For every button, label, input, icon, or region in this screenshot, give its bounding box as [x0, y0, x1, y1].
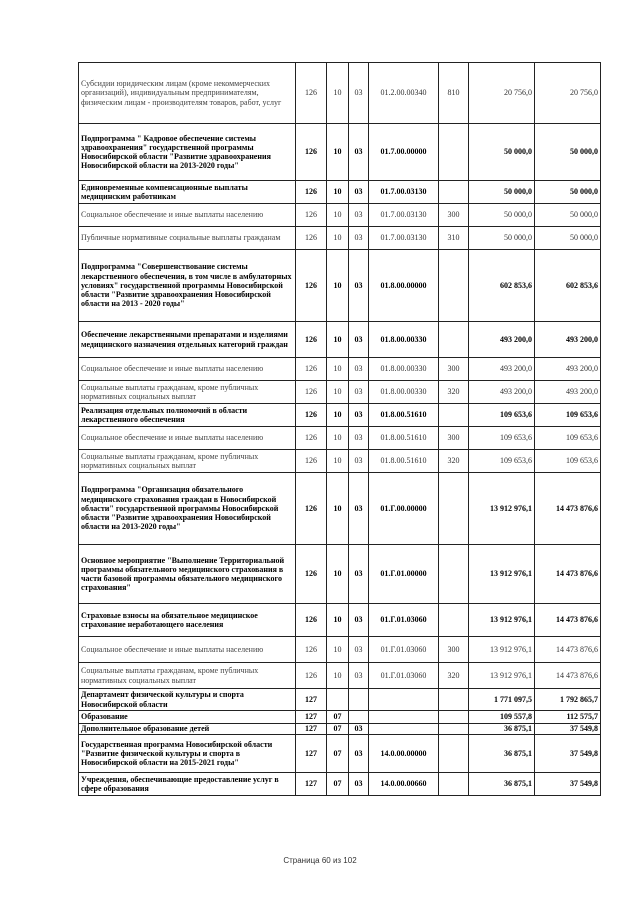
table-row [79, 604, 601, 637]
cell-rz: 10 [327, 204, 349, 227]
cell-sum-2020: 1 792 865,7 [535, 689, 601, 711]
cell-vr [439, 181, 469, 204]
cell-pr: 03 [349, 663, 369, 689]
cell-pr: 03 [349, 358, 369, 381]
cell-csr: 01.8.00.51610 [369, 427, 439, 450]
budget-table [78, 62, 601, 796]
cell-csr: 01.8.00.51610 [369, 404, 439, 427]
cell-vr [439, 322, 469, 358]
cell-pr: 03 [349, 450, 369, 473]
cell-vr: 300 [439, 427, 469, 450]
cell-rz: 10 [327, 181, 349, 204]
cell-ved: 127 [296, 689, 327, 711]
cell-pr: 03 [349, 724, 369, 735]
cell-vr: 810 [439, 63, 469, 124]
cell-sum-2019: 36 875,1 [469, 724, 535, 735]
cell-rz [327, 689, 349, 711]
table-row [79, 322, 601, 358]
cell-sum-2019: 109 557,8 [469, 711, 535, 724]
cell-pr: 03 [349, 735, 369, 773]
cell-name: Социальные выплаты гражданам, кроме публичных нормативных социальных выплат [79, 450, 296, 473]
cell-rz: 10 [327, 637, 349, 663]
cell-sum-2019: 13 912 976,1 [469, 604, 535, 637]
cell-ved: 126 [296, 545, 327, 604]
cell-csr: 01.8.00.00330 [369, 381, 439, 404]
cell-sum-2019: 109 653,6 [469, 404, 535, 427]
cell-vr [439, 250, 469, 322]
cell-name: Публичные нормативные социальные выплаты гражданам [79, 227, 296, 250]
table-row [79, 63, 601, 124]
cell-name: Реализация отдельных полномочий в области лекарственного обеспечения [79, 404, 296, 427]
cell-sum-2019: 13 912 976,1 [469, 663, 535, 689]
cell-csr: 01.8.00.51610 [369, 450, 439, 473]
cell-name: Субсидии юридическим лицам (кроме некоммерческих организаций), индивидуальным предпринимателям, физическим лицам - производителям товаров, работ, услуг [79, 63, 296, 124]
cell-pr: 03 [349, 404, 369, 427]
cell-vr: 320 [439, 450, 469, 473]
cell-sum-2019: 50 000,0 [469, 124, 535, 181]
cell-name: Основное мероприятие "Выполнение Территориальной программы обязательного медицинского страхования в части базовой программы обязательного медицинского страхования" [79, 545, 296, 604]
cell-name: Учреждения, обеспечивающие предоставление услуг в сфере образования [79, 773, 296, 796]
cell-ved: 127 [296, 773, 327, 796]
cell-rz: 10 [327, 63, 349, 124]
table-row [79, 404, 601, 427]
table-row [79, 124, 601, 181]
cell-sum-2019: 493 200,0 [469, 322, 535, 358]
table-row [79, 773, 601, 796]
cell-csr: 01.Г.01.03060 [369, 604, 439, 637]
cell-pr: 03 [349, 637, 369, 663]
cell-name: Дополнительное образование детей [79, 724, 296, 735]
cell-ved: 126 [296, 604, 327, 637]
cell-vr [439, 773, 469, 796]
cell-rz: 10 [327, 473, 349, 545]
cell-pr: 03 [349, 545, 369, 604]
cell-rz: 07 [327, 724, 349, 735]
cell-rz: 10 [327, 404, 349, 427]
cell-csr: 01.2.00.00340 [369, 63, 439, 124]
cell-sum-2020: 50 000,0 [535, 227, 601, 250]
cell-pr: 03 [349, 204, 369, 227]
cell-sum-2020: 50 000,0 [535, 181, 601, 204]
cell-ved: 126 [296, 227, 327, 250]
cell-pr: 03 [349, 227, 369, 250]
cell-name: Страховые взносы на обязательное медицинское страхование неработающего населения [79, 604, 296, 637]
cell-ved: 126 [296, 381, 327, 404]
cell-ved: 126 [296, 63, 327, 124]
cell-rz: 07 [327, 735, 349, 773]
cell-csr: 01.Г.01.03060 [369, 637, 439, 663]
cell-vr [439, 724, 469, 735]
cell-rz: 10 [327, 381, 349, 404]
table-body [79, 63, 601, 796]
cell-csr [369, 689, 439, 711]
cell-pr: 03 [349, 773, 369, 796]
cell-sum-2020: 14 473 876,6 [535, 545, 601, 604]
cell-csr: 14.0.00.00000 [369, 735, 439, 773]
cell-sum-2019: 50 000,0 [469, 227, 535, 250]
cell-vr: 320 [439, 663, 469, 689]
cell-sum-2020: 109 653,6 [535, 427, 601, 450]
cell-sum-2019: 109 653,6 [469, 427, 535, 450]
cell-rz: 10 [327, 604, 349, 637]
cell-sum-2019: 50 000,0 [469, 181, 535, 204]
cell-rz: 07 [327, 711, 349, 724]
cell-sum-2019: 493 200,0 [469, 381, 535, 404]
cell-sum-2020: 14 473 876,6 [535, 604, 601, 637]
table-row [79, 545, 601, 604]
cell-csr: 01.8.00.00000 [369, 250, 439, 322]
cell-sum-2020: 493 200,0 [535, 322, 601, 358]
cell-pr: 03 [349, 604, 369, 637]
cell-rz: 10 [327, 322, 349, 358]
cell-ved: 126 [296, 204, 327, 227]
cell-csr: 01.Г.00.00000 [369, 473, 439, 545]
cell-name: Подпрограмма "Совершенствование системы лекарственного обеспечения, в том числе в амбулаторных условиях" государственной программы Новосибирской области "Развитие здравоохранения Новосибирской области на 2013 - 2020 годы" [79, 250, 296, 322]
cell-vr [439, 545, 469, 604]
cell-name: Социальное обеспечение и иные выплаты населению [79, 427, 296, 450]
cell-sum-2019: 109 653,6 [469, 450, 535, 473]
table-row [79, 181, 601, 204]
cell-name: Социальные выплаты гражданам, кроме публичных нормативных социальных выплат [79, 381, 296, 404]
cell-pr: 03 [349, 181, 369, 204]
cell-sum-2020: 50 000,0 [535, 204, 601, 227]
cell-vr [439, 711, 469, 724]
cell-sum-2019: 36 875,1 [469, 735, 535, 773]
cell-sum-2020: 37 549,8 [535, 735, 601, 773]
cell-vr [439, 604, 469, 637]
cell-sum-2020: 109 653,6 [535, 450, 601, 473]
cell-sum-2019: 602 853,6 [469, 250, 535, 322]
table-row [79, 250, 601, 322]
cell-sum-2019: 50 000,0 [469, 204, 535, 227]
cell-pr [349, 711, 369, 724]
cell-vr: 300 [439, 637, 469, 663]
cell-ved: 126 [296, 124, 327, 181]
cell-vr [439, 735, 469, 773]
table-row [79, 711, 601, 724]
table-row [79, 724, 601, 735]
cell-pr: 03 [349, 322, 369, 358]
cell-sum-2020: 14 473 876,6 [535, 663, 601, 689]
cell-sum-2019: 13 912 976,1 [469, 545, 535, 604]
cell-sum-2020: 602 853,6 [535, 250, 601, 322]
cell-ved: 126 [296, 181, 327, 204]
cell-vr [439, 124, 469, 181]
cell-csr: 01.7.00.03130 [369, 181, 439, 204]
cell-csr: 01.Г.01.03060 [369, 663, 439, 689]
cell-csr: 01.8.00.00330 [369, 358, 439, 381]
cell-ved: 126 [296, 663, 327, 689]
cell-name: Образование [79, 711, 296, 724]
cell-ved: 126 [296, 358, 327, 381]
cell-name: Социальное обеспечение и иные выплаты населению [79, 637, 296, 663]
cell-rz: 10 [327, 124, 349, 181]
cell-rz: 07 [327, 773, 349, 796]
table-row [79, 427, 601, 450]
cell-name: Департамент физической культуры и спорта Новосибирской области [79, 689, 296, 711]
cell-ved: 126 [296, 637, 327, 663]
cell-ved: 126 [296, 473, 327, 545]
cell-csr: 01.7.00.03130 [369, 204, 439, 227]
cell-sum-2019: 36 875,1 [469, 773, 535, 796]
cell-rz: 10 [327, 545, 349, 604]
cell-sum-2020: 493 200,0 [535, 358, 601, 381]
cell-sum-2020: 109 653,6 [535, 404, 601, 427]
cell-vr [439, 404, 469, 427]
cell-sum-2019: 13 912 976,1 [469, 473, 535, 545]
table-row [79, 637, 601, 663]
cell-sum-2020: 14 473 876,6 [535, 637, 601, 663]
cell-pr: 03 [349, 381, 369, 404]
cell-vr: 300 [439, 204, 469, 227]
cell-vr [439, 689, 469, 711]
cell-name: Подпрограмма " Кадровое обеспечение системы здравоохранения" государственной программы Новосибирской области "Развитие здравоохранения Новосибирской области на 2013-2020 годы" [79, 124, 296, 181]
table-row [79, 663, 601, 689]
cell-ved: 126 [296, 250, 327, 322]
cell-csr: 01.Г.01.00000 [369, 545, 439, 604]
cell-ved: 126 [296, 322, 327, 358]
table-row [79, 204, 601, 227]
cell-name: Социальные выплаты гражданам, кроме публичных нормативных социальных выплат [79, 663, 296, 689]
cell-rz: 10 [327, 427, 349, 450]
cell-sum-2020: 493 200,0 [535, 381, 601, 404]
cell-vr [439, 473, 469, 545]
cell-sum-2019: 493 200,0 [469, 358, 535, 381]
cell-pr: 03 [349, 250, 369, 322]
cell-pr: 03 [349, 473, 369, 545]
page-number: Страница 60 из 102 [283, 856, 357, 865]
cell-sum-2019: 1 771 097,5 [469, 689, 535, 711]
cell-vr: 300 [439, 358, 469, 381]
cell-sum-2020: 14 473 876,6 [535, 473, 601, 545]
cell-ved: 126 [296, 450, 327, 473]
table-row [79, 358, 601, 381]
cell-vr: 310 [439, 227, 469, 250]
cell-sum-2020: 37 549,8 [535, 724, 601, 735]
cell-sum-2020: 37 549,8 [535, 773, 601, 796]
table-row [79, 227, 601, 250]
cell-sum-2019: 20 756,0 [469, 63, 535, 124]
cell-name: Единовременные компенсационные выплаты медицинским работникам [79, 181, 296, 204]
cell-csr [369, 711, 439, 724]
cell-csr: 01.7.00.03130 [369, 227, 439, 250]
cell-name: Обеспечение лекарственными препаратами и изделиями медицинского назначения отдельных категорий граждан [79, 322, 296, 358]
cell-sum-2020: 50 000,0 [535, 124, 601, 181]
cell-name: Социальное обеспечение и иные выплаты населению [79, 204, 296, 227]
cell-sum-2019: 13 912 976,1 [469, 637, 535, 663]
table-row [79, 473, 601, 545]
cell-ved: 126 [296, 427, 327, 450]
cell-rz: 10 [327, 250, 349, 322]
cell-name: Государственная программа Новосибирской области "Развитие физической культуры и спорта в Новосибирской области на 2015-2021 годы" [79, 735, 296, 773]
cell-csr: 14.0.00.00660 [369, 773, 439, 796]
cell-name: Социальное обеспечение и иные выплаты населению [79, 358, 296, 381]
cell-ved: 127 [296, 724, 327, 735]
cell-rz: 10 [327, 450, 349, 473]
cell-sum-2020: 20 756,0 [535, 63, 601, 124]
table-row [79, 735, 601, 773]
cell-ved: 127 [296, 711, 327, 724]
cell-csr: 01.7.00.00000 [369, 124, 439, 181]
cell-pr: 03 [349, 63, 369, 124]
table-row [79, 450, 601, 473]
cell-csr: 01.8.00.00330 [369, 322, 439, 358]
cell-rz: 10 [327, 358, 349, 381]
cell-csr [369, 724, 439, 735]
cell-name: Подпрограмма "Организация обязательного медицинского страхования граждан в Новосибирской области" государственной программы Новосибирской области "Развитие здравоохранения Новосибирской области на 2013-2020 годы" [79, 473, 296, 545]
cell-vr: 320 [439, 381, 469, 404]
cell-pr [349, 689, 369, 711]
cell-rz: 10 [327, 227, 349, 250]
cell-pr: 03 [349, 427, 369, 450]
cell-rz: 10 [327, 663, 349, 689]
table-row [79, 689, 601, 711]
cell-ved: 127 [296, 735, 327, 773]
cell-sum-2020: 112 575,7 [535, 711, 601, 724]
table-row [79, 381, 601, 404]
cell-pr: 03 [349, 124, 369, 181]
cell-ved: 126 [296, 404, 327, 427]
